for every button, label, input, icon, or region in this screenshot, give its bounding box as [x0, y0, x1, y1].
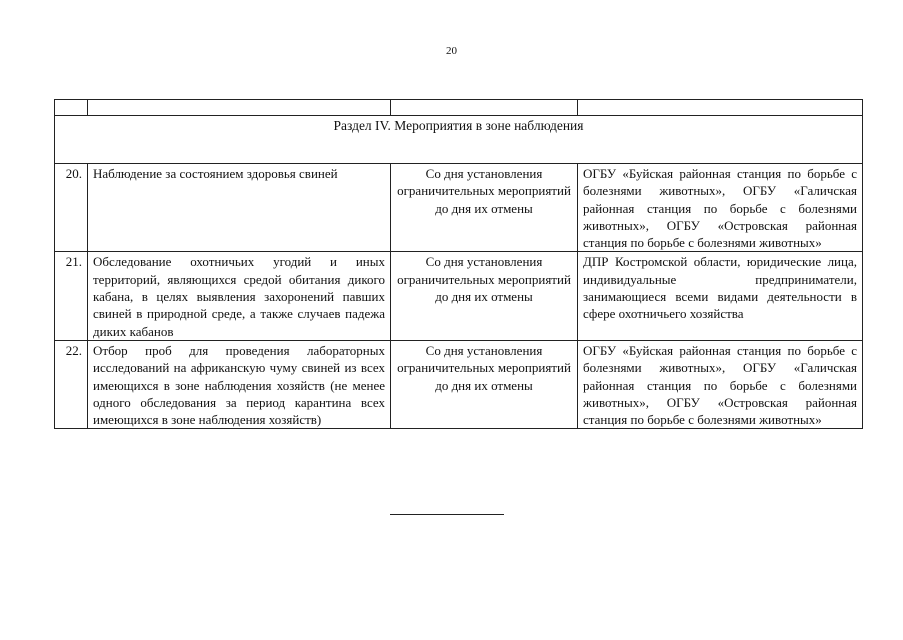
term-cell: Со дня установления ограничительных мероприятий до дня их отмены: [391, 252, 578, 340]
responsible-cell: ДПР Костромской области, юридические лица, индивидуальные предприниматели, занимающиеся всеми видами деятельности в сфере охотничьего хозяйства: [578, 252, 863, 340]
term-cell: Со дня установления ограничительных мероприятий до дня их отмены: [391, 164, 578, 252]
table-row: [55, 164, 863, 252]
blank-cell: [88, 100, 391, 116]
measures-table: [54, 99, 863, 429]
section-row: [55, 116, 863, 164]
measure-cell: Наблюдение за состоянием здоровья свиней: [88, 164, 391, 252]
row-number: 20.: [55, 164, 88, 252]
blank-cell: [391, 100, 578, 116]
measure-cell: Обследование охотничьих угодий и иных территорий, являющихся средой обитания дикого кабана, в целях выявления захоронений павших свиней в природной среде, а также случаев падежа диких кабанов: [88, 252, 391, 340]
row-number: 22.: [55, 340, 88, 428]
closing-rule-line: [390, 514, 504, 515]
page-number: 20: [446, 45, 457, 57]
section-title: Раздел IV. Мероприятия в зоне наблюдения: [55, 116, 863, 164]
responsible-cell: ОГБУ «Буйская районная станция по борьбе с болезнями животных», ОГБУ «Галичская районная станция по борьбе с болезнями животных», ОГБУ «Островская районная станция по борьбе с болезнями животных»: [578, 340, 863, 428]
table-row: [55, 252, 863, 340]
table-header-blank-row: [55, 100, 863, 116]
table-row: [55, 340, 863, 428]
term-cell: Со дня установления ограничительных мероприятий до дня их отмены: [391, 340, 578, 428]
blank-cell: [578, 100, 863, 116]
blank-cell: [55, 100, 88, 116]
responsible-cell: ОГБУ «Буйская районная станция по борьбе с болезнями животных», ОГБУ «Галичская районная станция по борьбе с болезнями животных», ОГБУ «Островская районная станция по борьбе с болезнями животных»: [578, 164, 863, 252]
measure-cell: Отбор проб для проведения лабораторных исследований на африканскую чуму свиней из всех имеющихся в зоне наблюдения хозяйств (не менее одного обследования за период карантина всех имеющихся в зоне наблюдения хозяйств): [88, 340, 391, 428]
row-number: 21.: [55, 252, 88, 340]
